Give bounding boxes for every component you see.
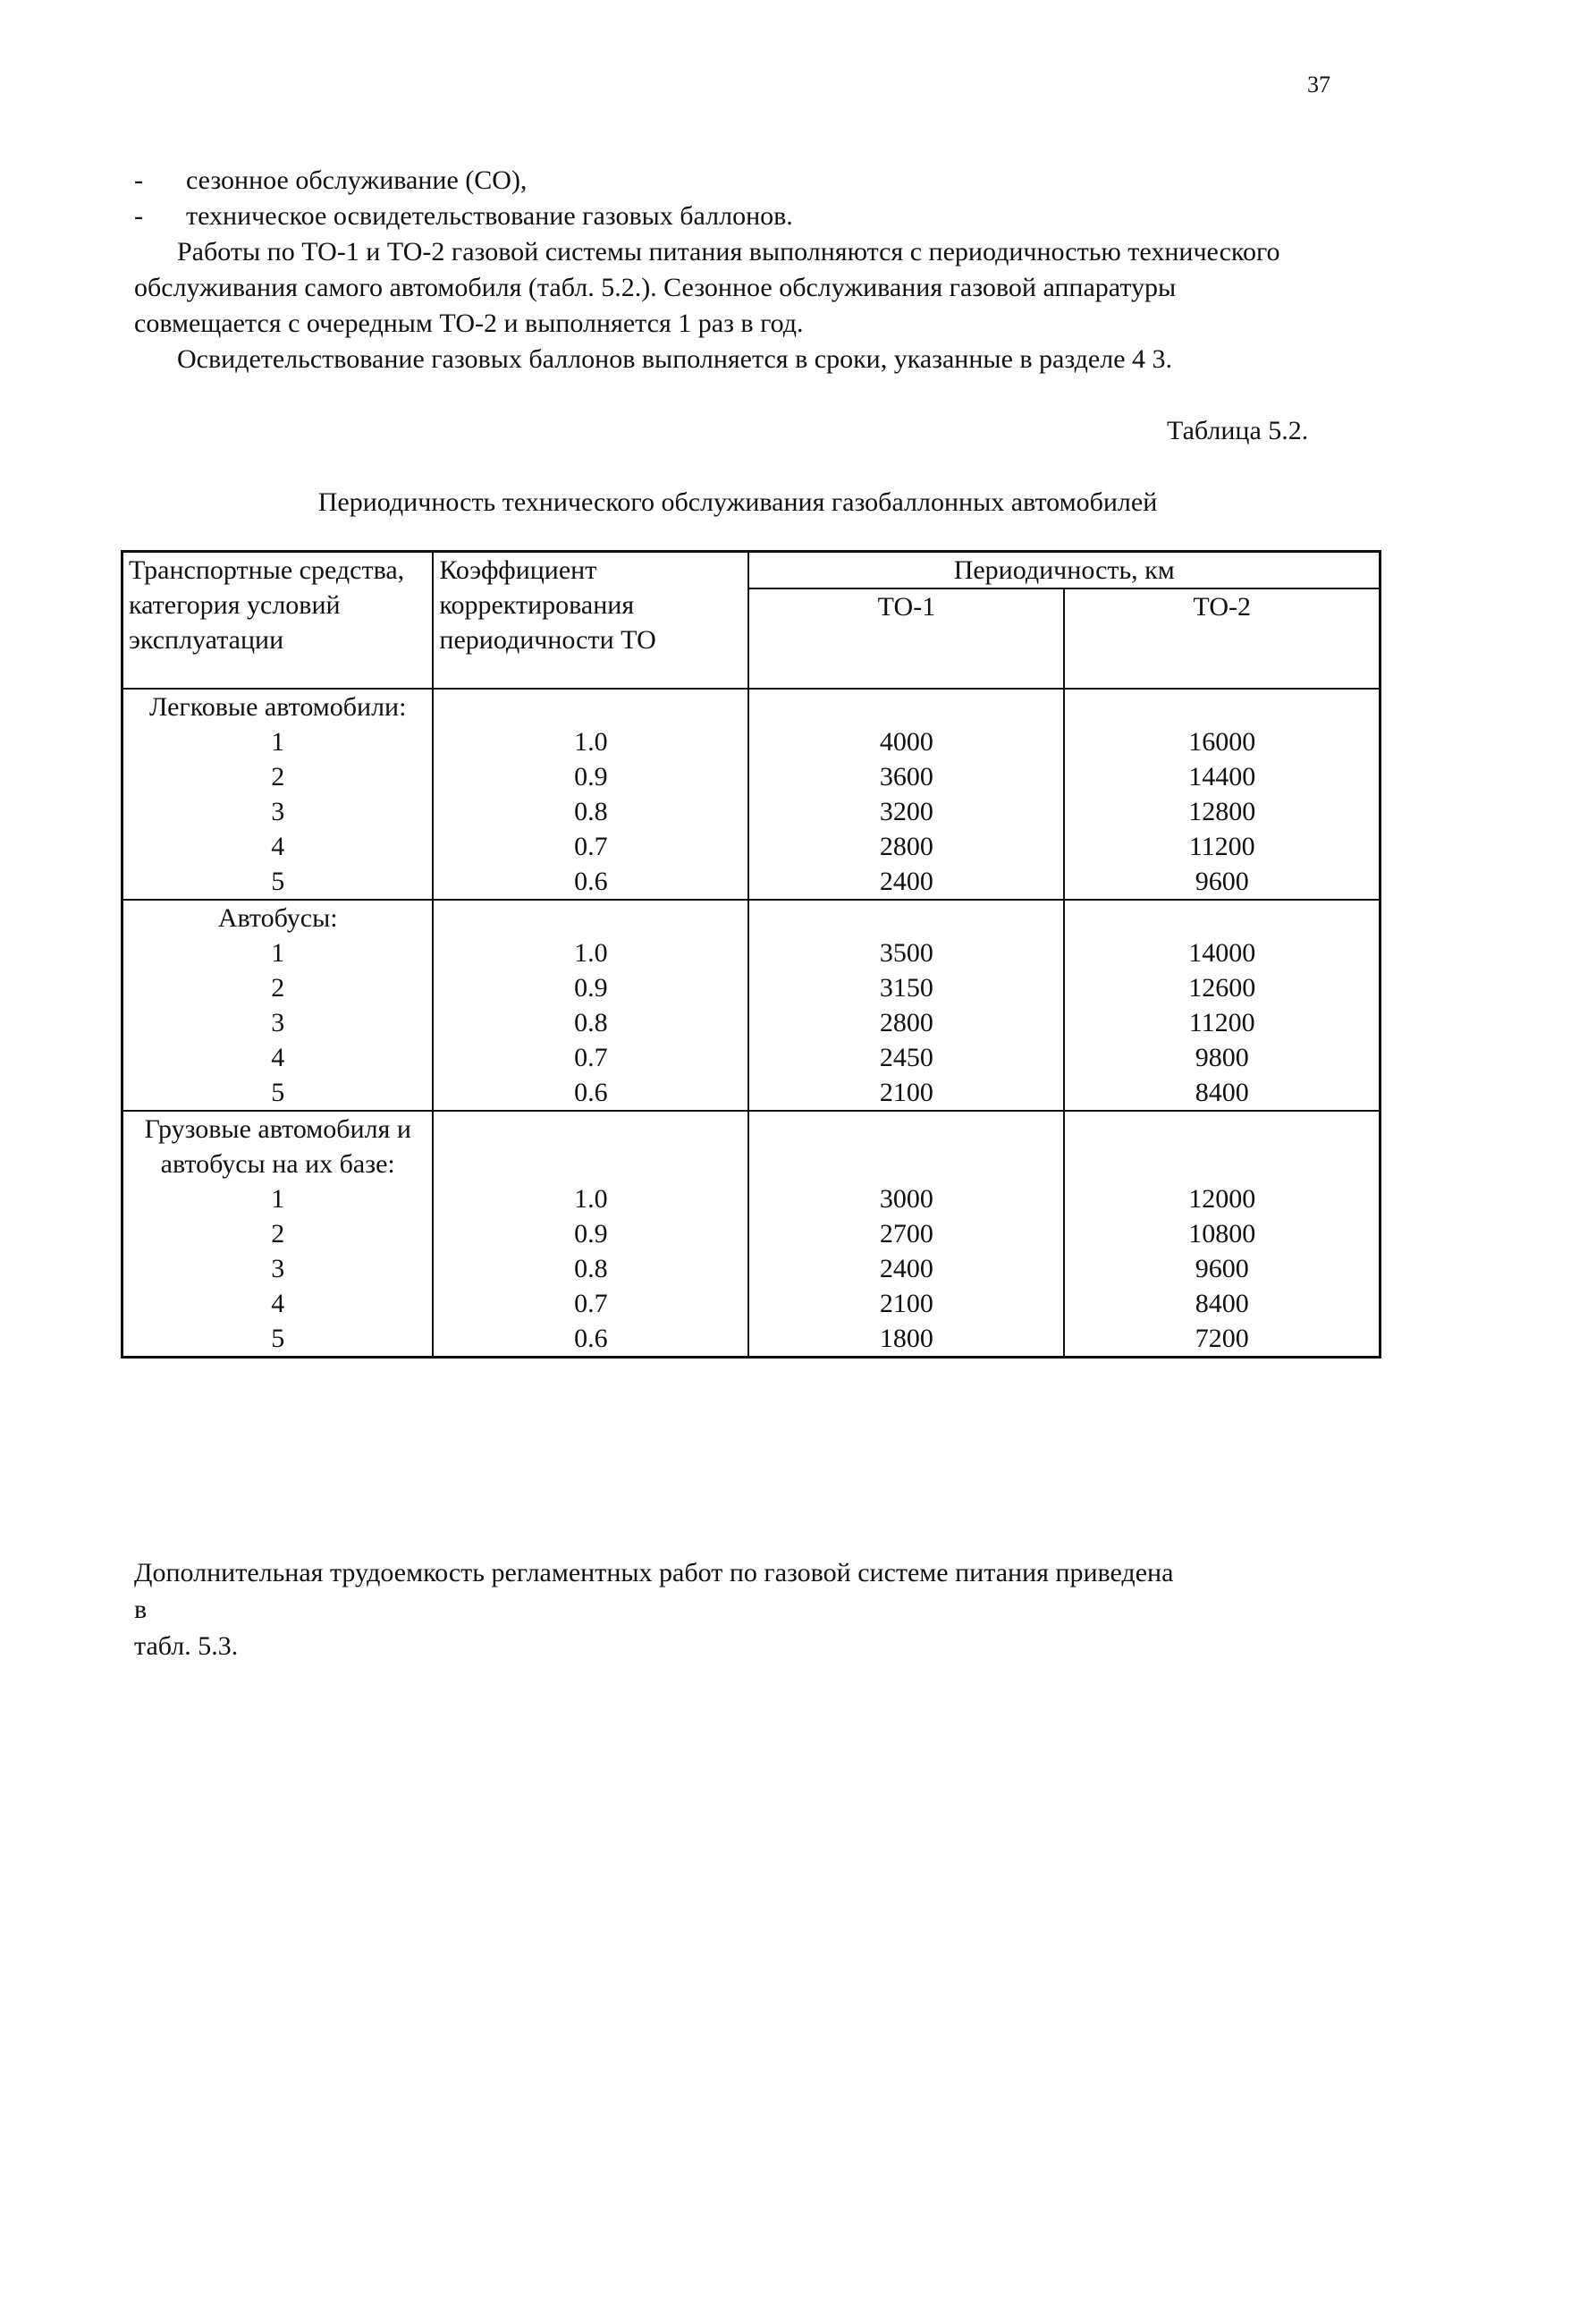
header-vehicle: Транспортные средства, категория условий эксплуатации <box>122 552 434 690</box>
category-cell: 5 <box>122 1075 434 1111</box>
bullet-text: техническое освидетельствование газовых баллонов. <box>186 201 793 231</box>
paragraph: Работы по ТО-1 и ТО-2 газовой системы питания выполняются с периодичностью технического обслуживания самого автомобиля (табл. 5.2.). Сезонное обслуживания газовой аппаратуры совмещается с очередным ТО-2 и выполняется 1 раз в год. <box>134 237 1280 338</box>
empty-cell <box>1064 900 1380 935</box>
to1-cell: 2100 <box>748 1075 1064 1111</box>
category-cell: 1 <box>122 935 434 970</box>
footer-line: табл. 5.3. <box>134 1631 239 1661</box>
category-cell: 3 <box>122 794 434 829</box>
category-cell: 1 <box>122 724 434 759</box>
to2-cell: 11200 <box>1064 1005 1380 1040</box>
coefficient-cell: 0.9 <box>433 759 748 794</box>
category-cell: 5 <box>122 864 434 900</box>
table-row <box>122 1286 1381 1321</box>
empty-cell <box>748 1111 1064 1181</box>
to2-cell: 9600 <box>1064 864 1380 900</box>
empty-cell <box>748 689 1064 724</box>
coefficient-cell: 1.0 <box>433 724 748 759</box>
empty-cell <box>748 900 1064 935</box>
to1-cell: 2400 <box>748 1251 1064 1286</box>
to1-cell: 2400 <box>748 864 1064 900</box>
bullet-item <box>134 199 1323 234</box>
empty-cell <box>433 689 748 724</box>
bullet-text: сезонное обслуживание (СО), <box>186 165 528 195</box>
table-row <box>122 1321 1381 1358</box>
to1-cell: 2700 <box>748 1216 1064 1251</box>
to2-cell: 16000 <box>1064 724 1380 759</box>
to1-cell: 3500 <box>748 935 1064 970</box>
group-title-row <box>122 689 1381 724</box>
table-row <box>122 794 1381 829</box>
table-row <box>122 864 1381 900</box>
coefficient-cell: 0.6 <box>433 1321 748 1358</box>
to2-cell: 14400 <box>1064 759 1380 794</box>
coefficient-cell: 0.6 <box>433 1075 748 1111</box>
table-row <box>122 1040 1381 1075</box>
coefficient-cell: 0.7 <box>433 1040 748 1075</box>
group-title: Легковые автомобили: <box>122 689 434 724</box>
to1-cell: 3200 <box>748 794 1064 829</box>
coefficient-cell: 0.6 <box>433 864 748 900</box>
to2-cell: 8400 <box>1064 1286 1380 1321</box>
to1-cell: 3150 <box>748 970 1064 1005</box>
to1-cell: 2450 <box>748 1040 1064 1075</box>
to1-cell: 1800 <box>748 1321 1064 1358</box>
table-row <box>122 935 1381 970</box>
footer-line: в <box>134 1595 148 1624</box>
to2-cell: 8400 <box>1064 1075 1380 1111</box>
to2-cell: 10800 <box>1064 1216 1380 1251</box>
to2-cell: 12800 <box>1064 794 1380 829</box>
group-title: Автобусы: <box>122 900 434 935</box>
table-row <box>122 724 1381 759</box>
intro-text <box>134 163 1323 377</box>
table-title: Периодичность технического обслуживания газобаллонных автомобилей <box>317 487 1158 517</box>
to2-cell: 14000 <box>1064 935 1380 970</box>
header-periodicity: Периодичность, км <box>748 552 1380 589</box>
periodicity-table <box>121 550 1381 1359</box>
category-cell: 3 <box>122 1005 434 1040</box>
paragraph: Освидетельствование газовых баллонов выполняется в сроки, указанные в разделе 4 3. <box>177 344 1173 374</box>
to2-cell: 11200 <box>1064 829 1380 864</box>
empty-cell <box>1064 689 1380 724</box>
to1-cell: 2800 <box>748 1005 1064 1040</box>
to2-cell: 7200 <box>1064 1321 1380 1358</box>
table-header-row <box>122 552 1381 589</box>
table-row <box>122 1251 1381 1286</box>
to2-cell: 9800 <box>1064 1040 1380 1075</box>
footer-text <box>134 1554 1341 1664</box>
to1-cell: 4000 <box>748 724 1064 759</box>
to1-cell: 3600 <box>748 759 1064 794</box>
bullet-item <box>134 163 1323 199</box>
coefficient-cell: 0.7 <box>433 1286 748 1321</box>
table-row <box>122 970 1381 1005</box>
to2-cell: 12000 <box>1064 1181 1380 1216</box>
header-coefficient: Коэффициент корректирования периодичности ТО <box>433 552 748 690</box>
coefficient-cell: 0.7 <box>433 829 748 864</box>
empty-cell <box>433 1111 748 1181</box>
table-body <box>122 689 1381 1358</box>
coefficient-cell: 0.8 <box>433 1251 748 1286</box>
coefficient-cell: 0.9 <box>433 1216 748 1251</box>
group-title-row <box>122 1111 1381 1181</box>
header-to2: ТО-2 <box>1064 588 1380 689</box>
table-row <box>122 1181 1381 1216</box>
table-row <box>122 759 1381 794</box>
category-cell: 2 <box>122 1216 434 1251</box>
coefficient-cell: 1.0 <box>433 1181 748 1216</box>
coefficient-cell: 1.0 <box>433 935 748 970</box>
category-cell: 3 <box>122 1251 434 1286</box>
table-row <box>122 1216 1381 1251</box>
category-cell: 1 <box>122 1181 434 1216</box>
table-label: Таблица 5.2. <box>1167 416 1309 445</box>
to2-cell: 9600 <box>1064 1251 1380 1286</box>
bullet-dash: - <box>134 201 143 231</box>
group-title-row <box>122 900 1381 935</box>
table-row <box>122 829 1381 864</box>
coefficient-cell: 0.8 <box>433 1005 748 1040</box>
header-to1: ТО-1 <box>748 588 1064 689</box>
to1-cell: 2100 <box>748 1286 1064 1321</box>
table-row <box>122 1075 1381 1111</box>
footer-line: Дополнительная трудоемкость регламентных работ по газовой системе питания приведена <box>134 1558 1174 1587</box>
table-row <box>122 1005 1381 1040</box>
category-cell: 4 <box>122 1040 434 1075</box>
empty-cell <box>1064 1111 1380 1181</box>
bullet-dash: - <box>134 165 143 195</box>
group-title: Грузовые автомобиля и автобусы на их базе: <box>122 1111 434 1181</box>
empty-cell <box>433 900 748 935</box>
to1-cell: 2800 <box>748 829 1064 864</box>
to1-cell: 3000 <box>748 1181 1064 1216</box>
to2-cell: 12600 <box>1064 970 1380 1005</box>
category-cell: 2 <box>122 759 434 794</box>
coefficient-cell: 0.8 <box>433 794 748 829</box>
category-cell: 5 <box>122 1321 434 1358</box>
category-cell: 2 <box>122 970 434 1005</box>
page-number: 37 <box>1307 72 1330 97</box>
coefficient-cell: 0.9 <box>433 970 748 1005</box>
category-cell: 4 <box>122 829 434 864</box>
category-cell: 4 <box>122 1286 434 1321</box>
